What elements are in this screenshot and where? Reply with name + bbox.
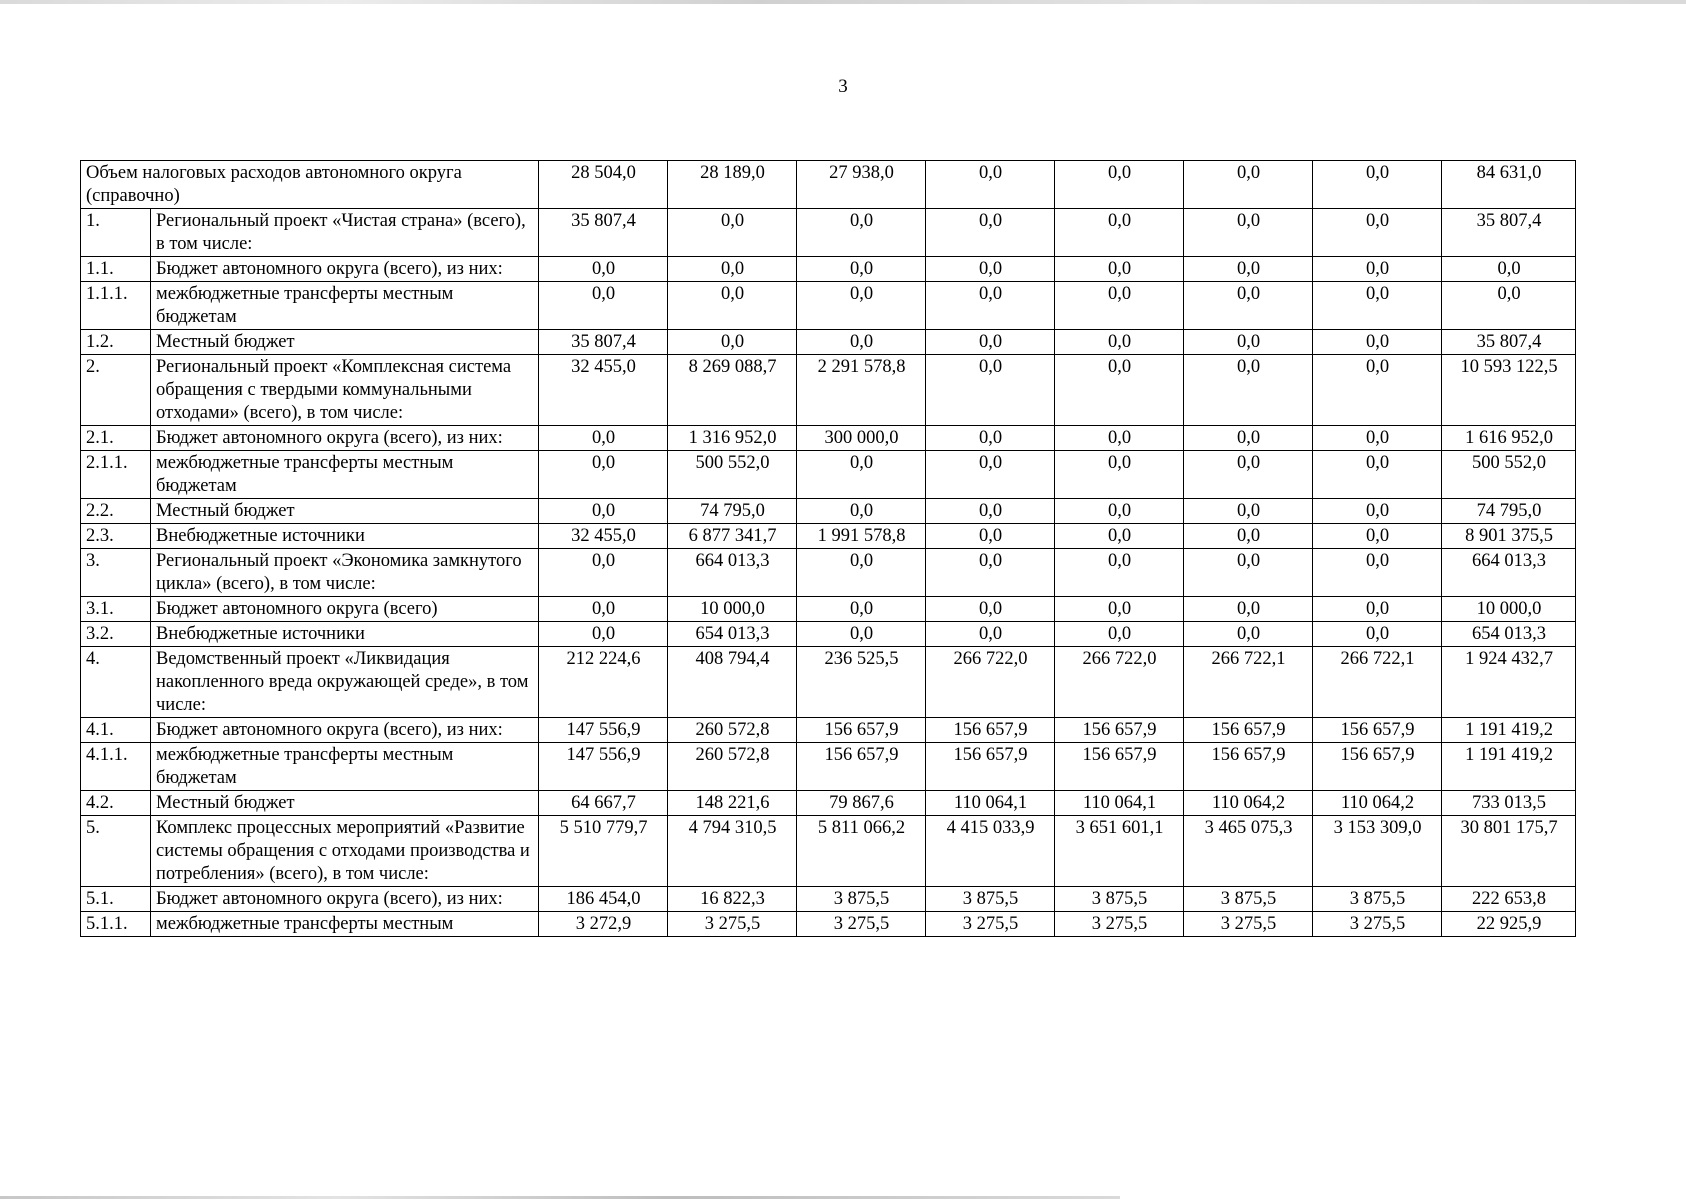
- row-total-cell: 35 807,4: [1442, 209, 1576, 257]
- row-label: Бюджет автономного округа (всего), из них:: [151, 718, 539, 743]
- row-code: 3.1.: [81, 597, 151, 622]
- table-row: [81, 816, 1576, 887]
- row-value-cell: 156 657,9: [1313, 718, 1442, 743]
- row-value-cell: 0,0: [1313, 499, 1442, 524]
- row-total-cell: 222 653,8: [1442, 887, 1576, 912]
- row-total-cell: 664 013,3: [1442, 549, 1576, 597]
- row-value-cell: 266 722,0: [1055, 647, 1184, 718]
- row-value-cell: 2 291 578,8: [797, 355, 926, 426]
- row-value-cell: 110 064,1: [1055, 791, 1184, 816]
- row-value-cell: 8 269 088,7: [668, 355, 797, 426]
- table-row: [81, 282, 1576, 330]
- row-value-cell: 0,0: [1313, 426, 1442, 451]
- row-value-cell: 148 221,6: [668, 791, 797, 816]
- row-code: 2.: [81, 355, 151, 426]
- row-value-cell: 0,0: [926, 451, 1055, 499]
- row-value-cell: 3 465 075,3: [1184, 816, 1313, 887]
- row-value-cell: 0,0: [1313, 524, 1442, 549]
- row-value-cell: 0,0: [1184, 451, 1313, 499]
- row-total-cell: 1 191 419,2: [1442, 743, 1576, 791]
- row-label: Региональный проект «Комплексная система обращения с твердыми коммунальными отходами» (всего), в том числе:: [151, 355, 539, 426]
- row-value-cell: 0,0: [926, 282, 1055, 330]
- row-value-cell: 5 510 779,7: [539, 816, 668, 887]
- row-value-cell: 186 454,0: [539, 887, 668, 912]
- row-value-cell: 0,0: [926, 330, 1055, 355]
- row-value-cell: 0,0: [797, 549, 926, 597]
- row-label: Местный бюджет: [151, 791, 539, 816]
- row-value-cell: 0,0: [1313, 257, 1442, 282]
- row-total-cell: 1 191 419,2: [1442, 718, 1576, 743]
- row-value-cell: 0,0: [797, 330, 926, 355]
- row-value-cell: 1 316 952,0: [668, 426, 797, 451]
- row-label: Ведомственный проект «Ликвидация накопленного вреда окружающей среде», в том числе:: [151, 647, 539, 718]
- row-value-cell: 0,0: [668, 330, 797, 355]
- row-total-cell: 10 593 122,5: [1442, 355, 1576, 426]
- row-value-cell: 35 807,4: [539, 209, 668, 257]
- row-label: межбюджетные трансферты местным бюджетам: [151, 451, 539, 499]
- row-value-cell: 3 875,5: [1055, 887, 1184, 912]
- row-value-cell: 3 875,5: [926, 887, 1055, 912]
- row-value-cell: 6 877 341,7: [668, 524, 797, 549]
- row-code: 3.2.: [81, 622, 151, 647]
- row-value-cell: 0,0: [1184, 257, 1313, 282]
- row-code: 2.3.: [81, 524, 151, 549]
- row-value-cell: 74 795,0: [668, 499, 797, 524]
- row-code: 3.: [81, 549, 151, 597]
- row-label: Местный бюджет: [151, 499, 539, 524]
- row-value-cell: 664 013,3: [668, 549, 797, 597]
- row-value-cell: 156 657,9: [926, 718, 1055, 743]
- row-total-cell: 0,0: [1442, 257, 1576, 282]
- row-value-cell: 156 657,9: [797, 743, 926, 791]
- row-value-cell: 3 275,5: [668, 912, 797, 937]
- row-value-cell: 0,0: [1184, 282, 1313, 330]
- row-label: Местный бюджет: [151, 330, 539, 355]
- row-value-cell: 4 794 310,5: [668, 816, 797, 887]
- row-value-cell: 0,0: [797, 622, 926, 647]
- table-row: [81, 647, 1576, 718]
- row-total-cell: 74 795,0: [1442, 499, 1576, 524]
- row-total-cell: 10 000,0: [1442, 597, 1576, 622]
- row-value-cell: 0,0: [1055, 426, 1184, 451]
- row-value-cell: 0,0: [1313, 282, 1442, 330]
- row-label: Региональный проект «Экономика замкнутого цикла» (всего), в том числе:: [151, 549, 539, 597]
- row-total-cell: 733 013,5: [1442, 791, 1576, 816]
- row-code: 5.1.1.: [81, 912, 151, 937]
- row-label: Бюджет автономного округа (всего): [151, 597, 539, 622]
- row-value-cell: 64 667,7: [539, 791, 668, 816]
- row-value-cell: 10 000,0: [668, 597, 797, 622]
- row-label: Внебюджетные источники: [151, 622, 539, 647]
- row-value-cell: 266 722,1: [1184, 647, 1313, 718]
- table-row: [81, 499, 1576, 524]
- row-value-cell: 408 794,4: [668, 647, 797, 718]
- row-label: Бюджет автономного округа (всего), из них:: [151, 257, 539, 282]
- row-value-cell: 0,0: [1055, 451, 1184, 499]
- table-row: [81, 451, 1576, 499]
- row-value-cell: 0,0: [1313, 161, 1442, 209]
- row-value-cell: 110 064,2: [1313, 791, 1442, 816]
- table-row: [81, 791, 1576, 816]
- row-value-cell: 0,0: [926, 426, 1055, 451]
- row-total-cell: 35 807,4: [1442, 330, 1576, 355]
- row-value-cell: 0,0: [1184, 622, 1313, 647]
- row-value-cell: 0,0: [1313, 597, 1442, 622]
- row-value-cell: 4 415 033,9: [926, 816, 1055, 887]
- row-value-cell: 156 657,9: [797, 718, 926, 743]
- row-value-cell: 0,0: [1184, 330, 1313, 355]
- row-total-cell: 1 616 952,0: [1442, 426, 1576, 451]
- table-row: [81, 209, 1576, 257]
- row-value-cell: 0,0: [1055, 282, 1184, 330]
- row-value-cell: 0,0: [539, 451, 668, 499]
- row-value-cell: 0,0: [1313, 622, 1442, 647]
- row-value-cell: 0,0: [926, 597, 1055, 622]
- row-value-cell: 0,0: [1184, 549, 1313, 597]
- row-value-cell: 0,0: [1055, 257, 1184, 282]
- row-value-cell: 236 525,5: [797, 647, 926, 718]
- row-value-cell: 156 657,9: [1055, 743, 1184, 791]
- row-value-cell: 0,0: [1055, 330, 1184, 355]
- row-value-cell: 0,0: [926, 549, 1055, 597]
- row-value-cell: 156 657,9: [1184, 718, 1313, 743]
- row-value-cell: 0,0: [926, 355, 1055, 426]
- row-value-cell: 3 875,5: [1313, 887, 1442, 912]
- row-value-cell: 0,0: [1184, 499, 1313, 524]
- row-value-cell: 3 275,5: [1055, 912, 1184, 937]
- row-value-cell: 266 722,1: [1313, 647, 1442, 718]
- row-value-cell: 0,0: [1184, 524, 1313, 549]
- row-value-cell: 0,0: [1184, 597, 1313, 622]
- row-value-cell: 16 822,3: [668, 887, 797, 912]
- row-value-cell: 3 275,5: [926, 912, 1055, 937]
- row-code: 1.2.: [81, 330, 151, 355]
- table-row: [81, 257, 1576, 282]
- row-value-cell: 0,0: [539, 622, 668, 647]
- row-value-cell: 0,0: [1055, 622, 1184, 647]
- row-label: Объем налоговых расходов автономного округа (справочно): [81, 161, 539, 209]
- row-value-cell: 0,0: [797, 597, 926, 622]
- row-value-cell: 27 938,0: [797, 161, 926, 209]
- row-value-cell: 0,0: [1313, 549, 1442, 597]
- scan-edge-top: [0, 0, 1686, 4]
- row-value-cell: 0,0: [1055, 209, 1184, 257]
- row-value-cell: 0,0: [926, 209, 1055, 257]
- row-value-cell: 3 875,5: [1184, 887, 1313, 912]
- row-value-cell: 3 153 309,0: [1313, 816, 1442, 887]
- row-label: Региональный проект «Чистая страна» (всего), в том числе:: [151, 209, 539, 257]
- row-code: 2.1.1.: [81, 451, 151, 499]
- row-value-cell: 654 013,3: [668, 622, 797, 647]
- row-code: 4.1.: [81, 718, 151, 743]
- row-value-cell: 0,0: [1055, 549, 1184, 597]
- row-value-cell: 156 657,9: [926, 743, 1055, 791]
- row-value-cell: 147 556,9: [539, 743, 668, 791]
- row-code: 2.2.: [81, 499, 151, 524]
- table-row: [81, 887, 1576, 912]
- row-value-cell: 0,0: [1184, 209, 1313, 257]
- table-row: [81, 912, 1576, 937]
- row-value-cell: 0,0: [926, 161, 1055, 209]
- row-value-cell: 0,0: [1184, 161, 1313, 209]
- table-row: [81, 718, 1576, 743]
- row-value-cell: 0,0: [797, 451, 926, 499]
- row-value-cell: 0,0: [539, 597, 668, 622]
- row-code: 4.: [81, 647, 151, 718]
- budget-table: [80, 160, 1576, 937]
- row-value-cell: 0,0: [926, 622, 1055, 647]
- row-total-cell: 22 925,9: [1442, 912, 1576, 937]
- row-value-cell: 0,0: [1184, 355, 1313, 426]
- row-label: Бюджет автономного округа (всего), из них:: [151, 426, 539, 451]
- row-value-cell: 0,0: [1313, 330, 1442, 355]
- row-value-cell: 0,0: [539, 549, 668, 597]
- row-code: 4.1.1.: [81, 743, 151, 791]
- row-value-cell: 3 275,5: [1184, 912, 1313, 937]
- row-value-cell: 0,0: [797, 209, 926, 257]
- row-value-cell: 0,0: [668, 282, 797, 330]
- table-row: [81, 597, 1576, 622]
- row-value-cell: 0,0: [539, 282, 668, 330]
- row-value-cell: 0,0: [1055, 161, 1184, 209]
- row-value-cell: 0,0: [1055, 524, 1184, 549]
- table-row: [81, 549, 1576, 597]
- row-total-cell: 30 801 175,7: [1442, 816, 1576, 887]
- row-code: 5.1.: [81, 887, 151, 912]
- row-value-cell: 79 867,6: [797, 791, 926, 816]
- row-code: 2.1.: [81, 426, 151, 451]
- row-value-cell: 3 651 601,1: [1055, 816, 1184, 887]
- table-row: [81, 330, 1576, 355]
- row-value-cell: 0,0: [539, 257, 668, 282]
- table-row: [81, 524, 1576, 549]
- row-total-cell: 1 924 432,7: [1442, 647, 1576, 718]
- table-row: [81, 355, 1576, 426]
- page-number: 3: [838, 76, 848, 97]
- row-value-cell: 147 556,9: [539, 718, 668, 743]
- row-value-cell: 266 722,0: [926, 647, 1055, 718]
- row-value-cell: 3 875,5: [797, 887, 926, 912]
- row-value-cell: 3 272,9: [539, 912, 668, 937]
- row-value-cell: 0,0: [539, 499, 668, 524]
- row-code: 1.1.1.: [81, 282, 151, 330]
- row-value-cell: 110 064,1: [926, 791, 1055, 816]
- row-value-cell: 3 275,5: [1313, 912, 1442, 937]
- row-value-cell: 0,0: [1184, 426, 1313, 451]
- row-value-cell: 0,0: [926, 257, 1055, 282]
- row-value-cell: 500 552,0: [668, 451, 797, 499]
- row-code: 4.2.: [81, 791, 151, 816]
- row-value-cell: 212 224,6: [539, 647, 668, 718]
- row-value-cell: 300 000,0: [797, 426, 926, 451]
- row-value-cell: 5 811 066,2: [797, 816, 926, 887]
- row-value-cell: 0,0: [797, 257, 926, 282]
- table-row: [81, 622, 1576, 647]
- row-value-cell: 0,0: [668, 209, 797, 257]
- row-label: межбюджетные трансферты местным: [151, 912, 539, 937]
- row-value-cell: 260 572,8: [668, 743, 797, 791]
- row-label: межбюджетные трансферты местным бюджетам: [151, 282, 539, 330]
- scan-edge-bottom: [0, 1196, 1120, 1199]
- table-row: [81, 161, 1576, 209]
- row-value-cell: 0,0: [926, 499, 1055, 524]
- row-value-cell: 0,0: [668, 257, 797, 282]
- row-label: Комплекс процессных мероприятий «Развитие системы обращения с отходами производства и потребления» (всего), в том числе:: [151, 816, 539, 887]
- row-value-cell: 3 275,5: [797, 912, 926, 937]
- row-total-cell: 654 013,3: [1442, 622, 1576, 647]
- row-value-cell: 0,0: [1055, 597, 1184, 622]
- row-value-cell: 35 807,4: [539, 330, 668, 355]
- table-row: [81, 743, 1576, 791]
- row-value-cell: 0,0: [1055, 499, 1184, 524]
- row-value-cell: 32 455,0: [539, 524, 668, 549]
- table-body: [81, 161, 1576, 937]
- row-total-cell: 84 631,0: [1442, 161, 1576, 209]
- row-value-cell: 156 657,9: [1055, 718, 1184, 743]
- row-code: 1.1.: [81, 257, 151, 282]
- row-code: 1.: [81, 209, 151, 257]
- row-label: Бюджет автономного округа (всего), из них:: [151, 887, 539, 912]
- row-value-cell: 28 504,0: [539, 161, 668, 209]
- row-code: 5.: [81, 816, 151, 887]
- row-value-cell: 156 657,9: [1184, 743, 1313, 791]
- row-value-cell: 0,0: [926, 524, 1055, 549]
- row-total-cell: 500 552,0: [1442, 451, 1576, 499]
- row-total-cell: 0,0: [1442, 282, 1576, 330]
- row-value-cell: 32 455,0: [539, 355, 668, 426]
- row-value-cell: 1 991 578,8: [797, 524, 926, 549]
- row-value-cell: 0,0: [797, 499, 926, 524]
- row-value-cell: 156 657,9: [1313, 743, 1442, 791]
- row-value-cell: 28 189,0: [668, 161, 797, 209]
- row-value-cell: 0,0: [797, 282, 926, 330]
- table-row: [81, 426, 1576, 451]
- row-label: Внебюджетные источники: [151, 524, 539, 549]
- row-value-cell: 110 064,2: [1184, 791, 1313, 816]
- row-value-cell: 0,0: [539, 426, 668, 451]
- row-value-cell: 0,0: [1055, 355, 1184, 426]
- row-value-cell: 0,0: [1313, 355, 1442, 426]
- row-value-cell: 260 572,8: [668, 718, 797, 743]
- row-label: межбюджетные трансферты местным бюджетам: [151, 743, 539, 791]
- row-value-cell: 0,0: [1313, 451, 1442, 499]
- row-value-cell: 0,0: [1313, 209, 1442, 257]
- row-total-cell: 8 901 375,5: [1442, 524, 1576, 549]
